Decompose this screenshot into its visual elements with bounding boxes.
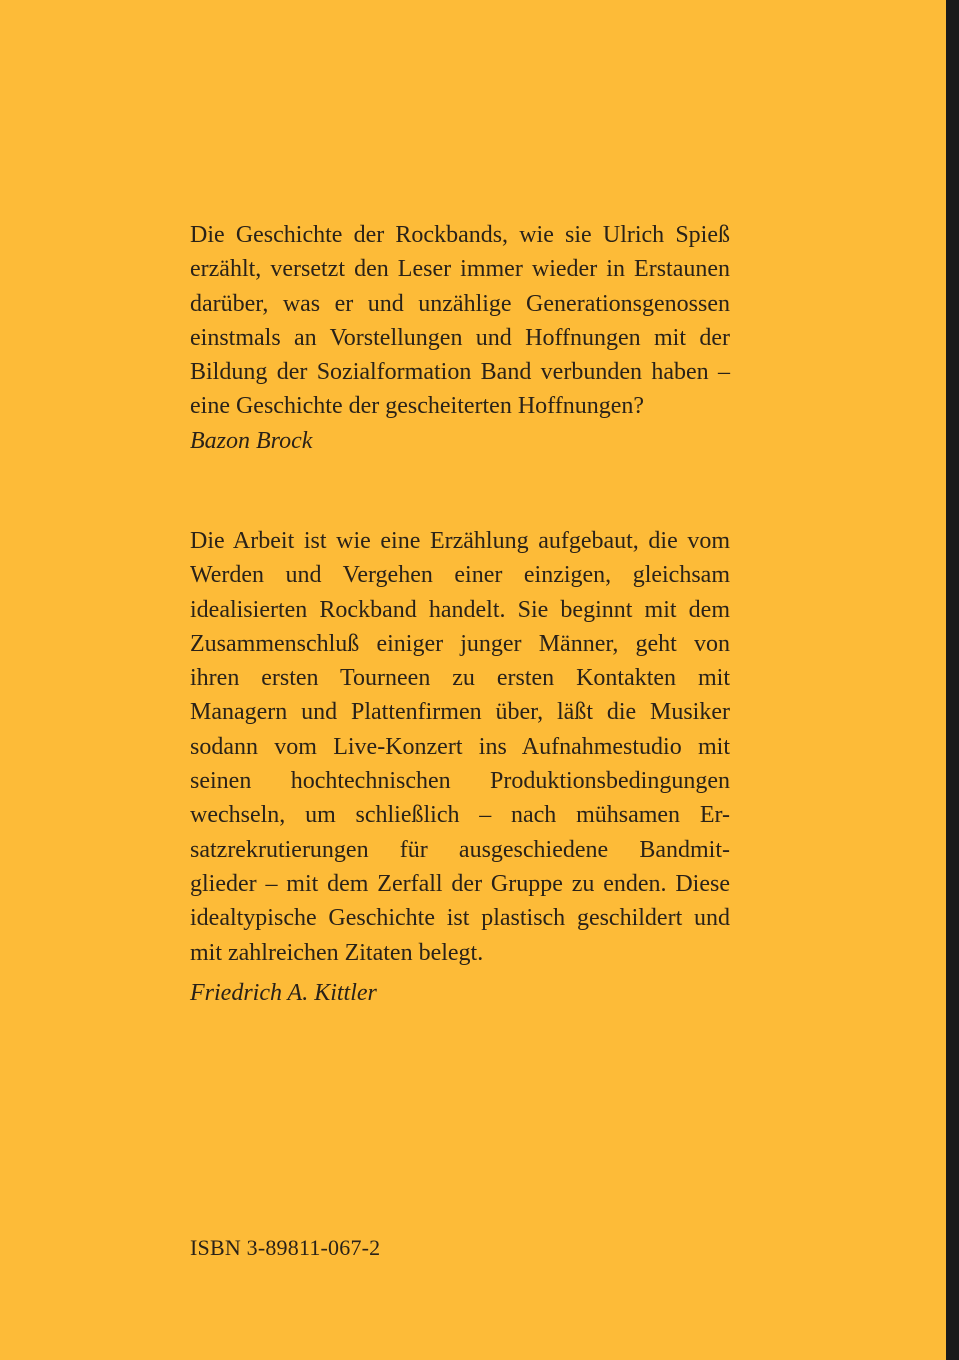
quote-line: seinen hochtechnischen Produktionsbedingungen (190, 768, 730, 795)
isbn-number: ISBN 3-89811-067-2 (190, 1235, 381, 1260)
quote-line: Zusammenschluß einiger junger Männer, geht von (190, 630, 730, 657)
quote-author: Friedrich A. Kittler (190, 979, 377, 1006)
quote-line: Die Arbeit ist wie eine Erzählung aufgebaut, die vom (190, 528, 730, 554)
quote-line: Werden und Vergehen einer einzigen, gleichsam (190, 562, 730, 589)
quote-author: Bazon Brock (190, 427, 313, 454)
quote-line: Die Geschichte der Rockbands, wie sie Ulrich Spieß (190, 222, 730, 248)
quote-bazon-brock (190, 218, 730, 458)
quote-line: satzrekrutierungen für ausgeschiedene Bandmit- (190, 836, 730, 863)
quote-line: Managern und Plattenfirmen über, läßt die Musiker (190, 699, 730, 726)
quote-line: darüber, was er und unzählige Generationsgenossen (190, 290, 730, 317)
quote-line: sodann vom Live-Konzert ins Aufnahmestudio mit (190, 733, 730, 760)
quote-line: wechseln, um schließlich – nach mühsamen Er- (190, 802, 730, 829)
quote-line: eine Geschichte der gescheiterten Hoffnungen? (190, 393, 645, 420)
quote-line: erzählt, versetzt den Leser immer wieder in Erstaunen (190, 256, 730, 283)
quote-line: idealisierten Rockband handelt. Sie beginnt mit dem (190, 596, 730, 623)
quote-friedrich-kittler (190, 524, 730, 1010)
quote-line: mit zahlreichen Zitaten belegt. (190, 939, 484, 966)
quote-line: einstmals an Vorstellungen und Hoffnungen mit der (190, 324, 730, 351)
quote-line: glieder – mit dem Zerfall der Gruppe zu enden. Diese (190, 870, 730, 897)
quote-line: ihren ersten Tourneen zu ersten Kontakten mit (190, 665, 730, 692)
quote-line: idealtypische Geschichte ist plastisch geschildert und (190, 905, 730, 932)
page-edge (946, 0, 959, 1360)
quote-line: Bildung der Sozialformation Band verbunden haben – (190, 359, 730, 386)
